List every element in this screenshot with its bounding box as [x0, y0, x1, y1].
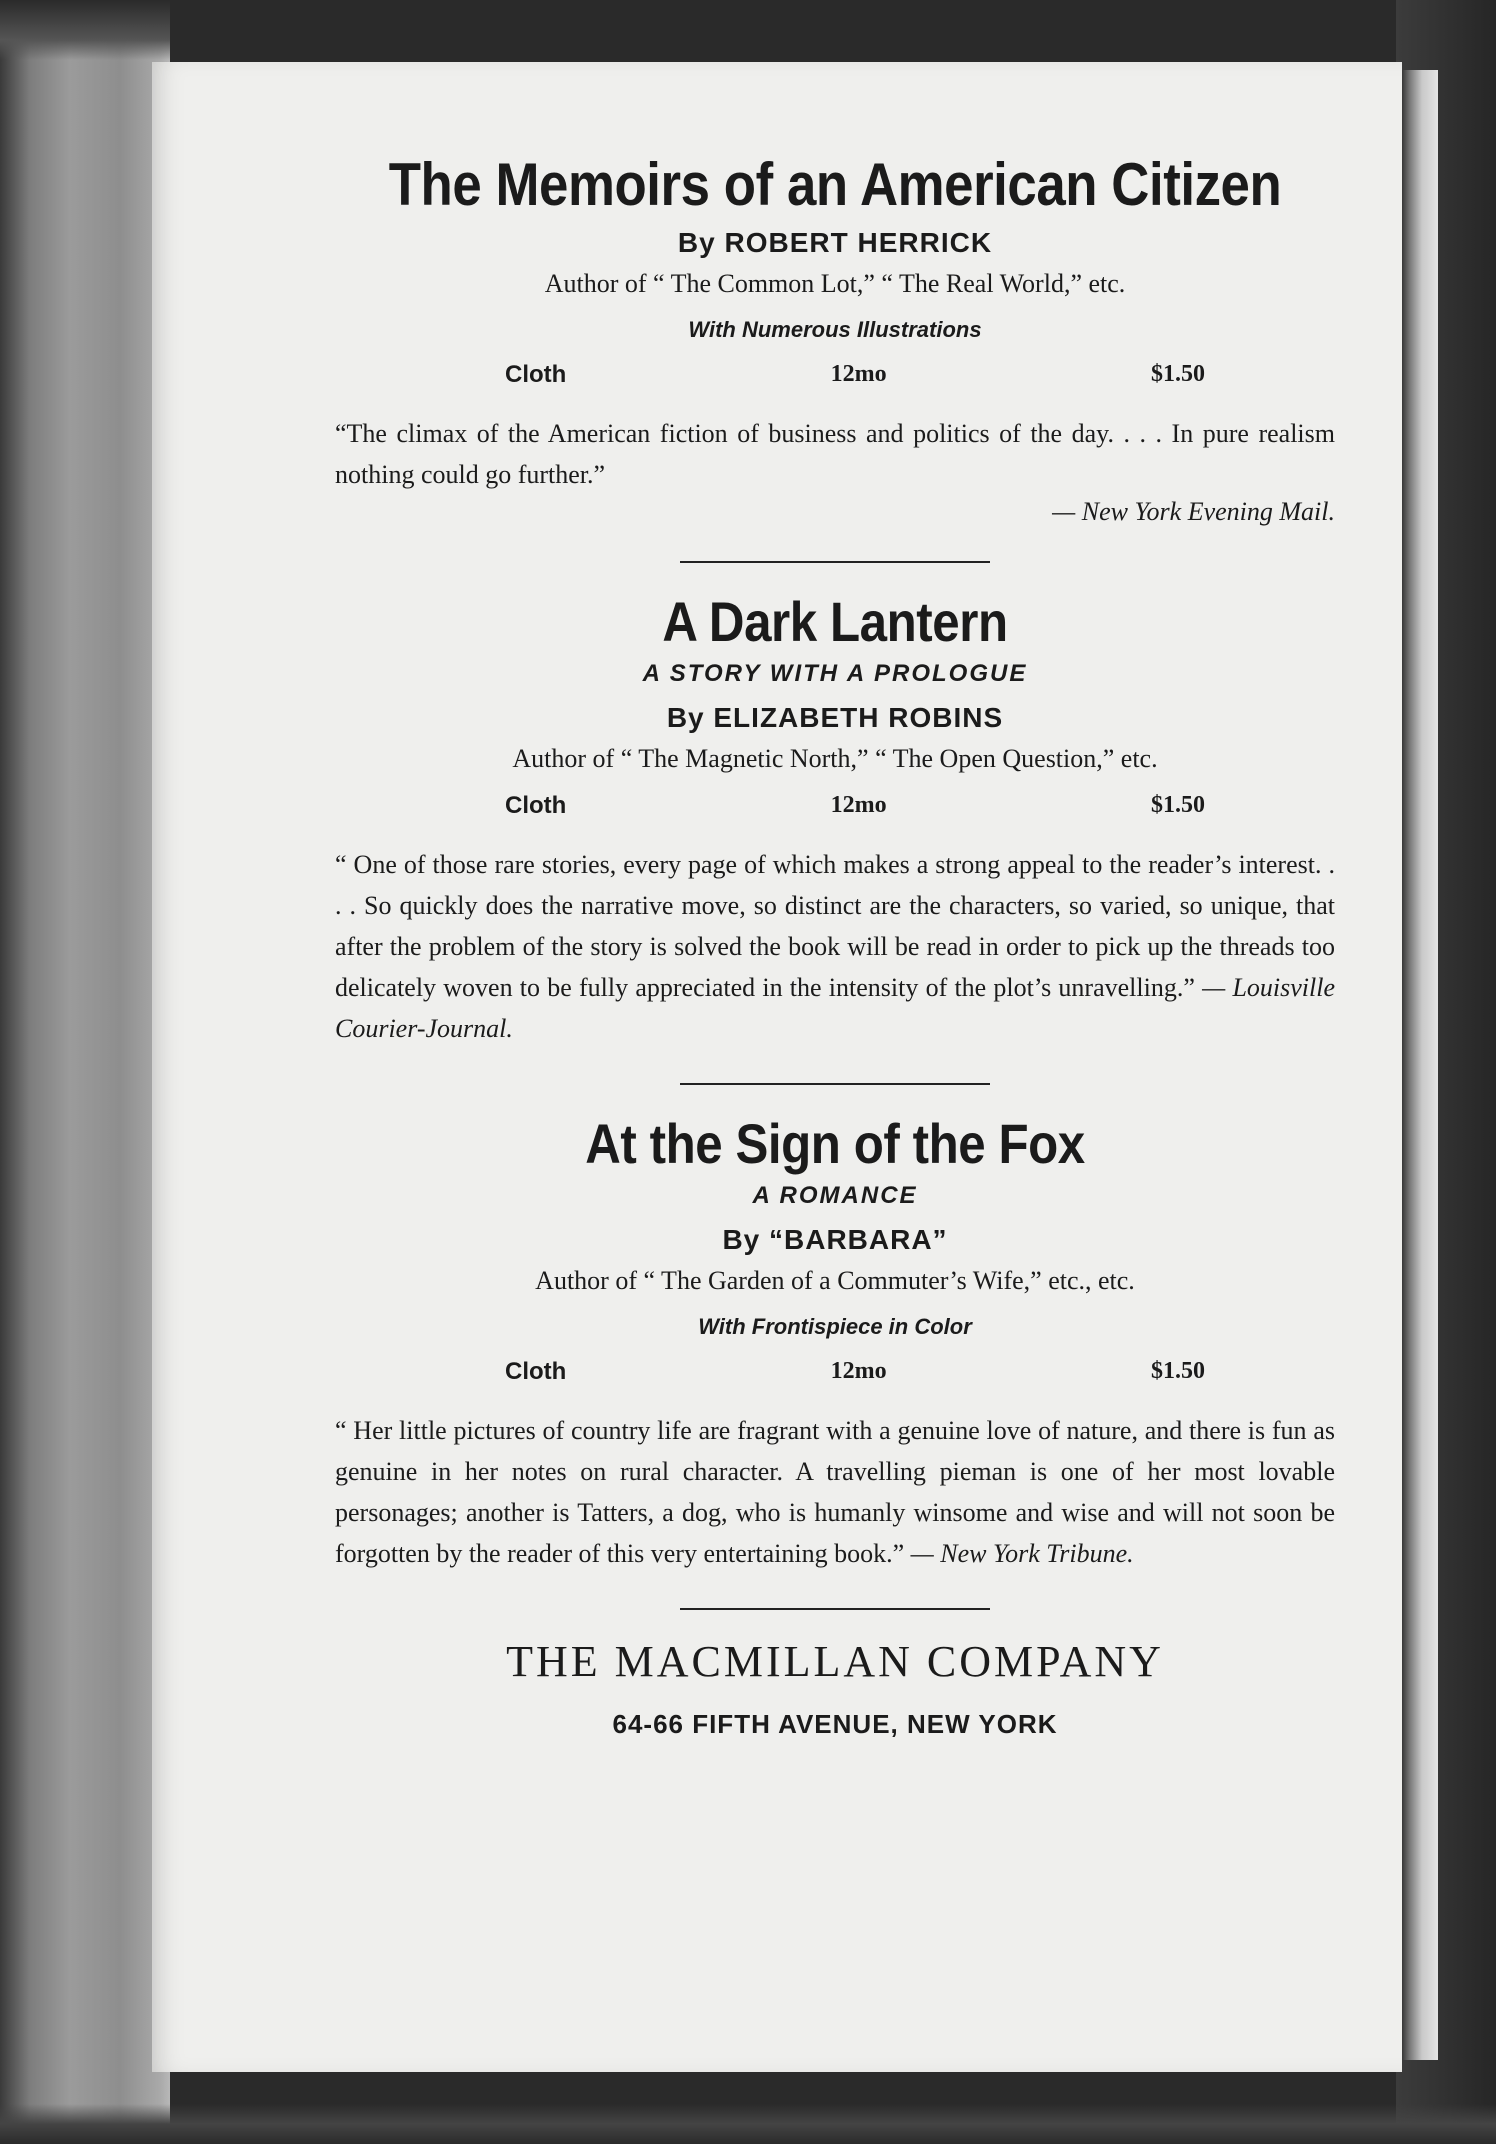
book-binding: Cloth: [505, 1358, 567, 1385]
book-listing-sign-of-the-fox: [335, 1111, 1335, 1574]
book-byline: By “BARBARA”: [722, 1224, 948, 1255]
book-title: A Dark Lantern: [662, 590, 1008, 653]
book-price: $1.50: [1151, 1358, 1205, 1384]
book-top-shadow: [0, 0, 170, 60]
book-price-row: [335, 792, 1335, 820]
publisher-address: 64-66 FIFTH AVENUE, NEW YORK: [612, 1709, 1058, 1739]
book-byline: By ELIZABETH ROBINS: [666, 702, 1004, 733]
book-review-quote: [335, 1410, 1335, 1574]
book-author-of: Author of “ The Common Lot,” “ The Real World,” etc.: [544, 269, 1126, 298]
book-price-row: [335, 361, 1335, 389]
book-format: 12mo: [830, 1358, 887, 1384]
advertisement-content: [335, 150, 1335, 1740]
book-review-quote-text: “ Her little pictures of country life are fragrant with a genuine love of nature, and there is fun as genuine in her notes on rural character. A travelling pieman is one of her most lovable personages; another is Tatters, a dog, who is humanly winsome and wise and will not soon be forgotten by the reader of this very entertaining book.”: [335, 1416, 1335, 1568]
book-title: The Memoirs of an American Citizen: [388, 151, 1282, 218]
book-illustrations-note: With Frontispiece in Color: [698, 1314, 972, 1339]
book-review-quote-text: “ One of those rare stories, every page of which makes a strong appeal to the reader’s interest. . . . So quickly does the narrative move, so distinct are the characters, so varied, so unique, that after the problem of the story is solved the book will be read in order to pick up the threads too delicately woven to be fully appreciated in the intensity of the plot’s unravelling.”: [335, 850, 1335, 1002]
book-author-of: Author of “ The Garden of a Commuter’s Wife,” etc., etc.: [535, 1266, 1135, 1295]
book-illustrations-note: With Numerous Illustrations: [688, 317, 982, 342]
book-review-quote: “The climax of the American fiction of business and politics of the day. . . . In pure realism nothing could go further.”: [335, 419, 1335, 489]
publisher-name: THE MACMILLAN COMPANY: [506, 1637, 1164, 1686]
book-binding: Cloth: [505, 792, 567, 819]
book-review-source: — New York Evening Mail.: [1052, 497, 1335, 526]
book-review-source: — New York Tribune.: [910, 1539, 1134, 1568]
book-binding: Cloth: [505, 361, 567, 388]
book-price: $1.50: [1151, 792, 1205, 818]
book-author-of: Author of “ The Magnetic North,” “ The Open Question,” etc.: [512, 744, 1158, 773]
book-page-edges: [0, 0, 170, 2144]
book-price: $1.50: [1151, 361, 1205, 387]
book-right-edge: [1398, 70, 1438, 2060]
book-review-quote: [335, 844, 1335, 1049]
book-price-row: [335, 1358, 1335, 1386]
book-format: 12mo: [830, 361, 887, 387]
book-subtitle: A STORY WITH A PROLOGUE: [642, 660, 1028, 687]
book-byline: By ROBERT HERRICK: [677, 227, 993, 258]
book-subtitle: A ROMANCE: [752, 1182, 918, 1209]
book-format: 12mo: [830, 792, 887, 818]
book-listing-memoirs: [335, 150, 1335, 527]
book-listing-dark-lantern: [335, 589, 1335, 1049]
book-review-source: — Louisville Courier-Journal.: [335, 973, 1336, 1043]
book-bottom-shadow: [0, 2104, 1496, 2144]
book-title: At the Sign of the Fox: [585, 1112, 1085, 1175]
divider-rule: [680, 1608, 990, 1610]
divider-rule: [680, 1083, 990, 1085]
divider-rule: [680, 561, 990, 563]
